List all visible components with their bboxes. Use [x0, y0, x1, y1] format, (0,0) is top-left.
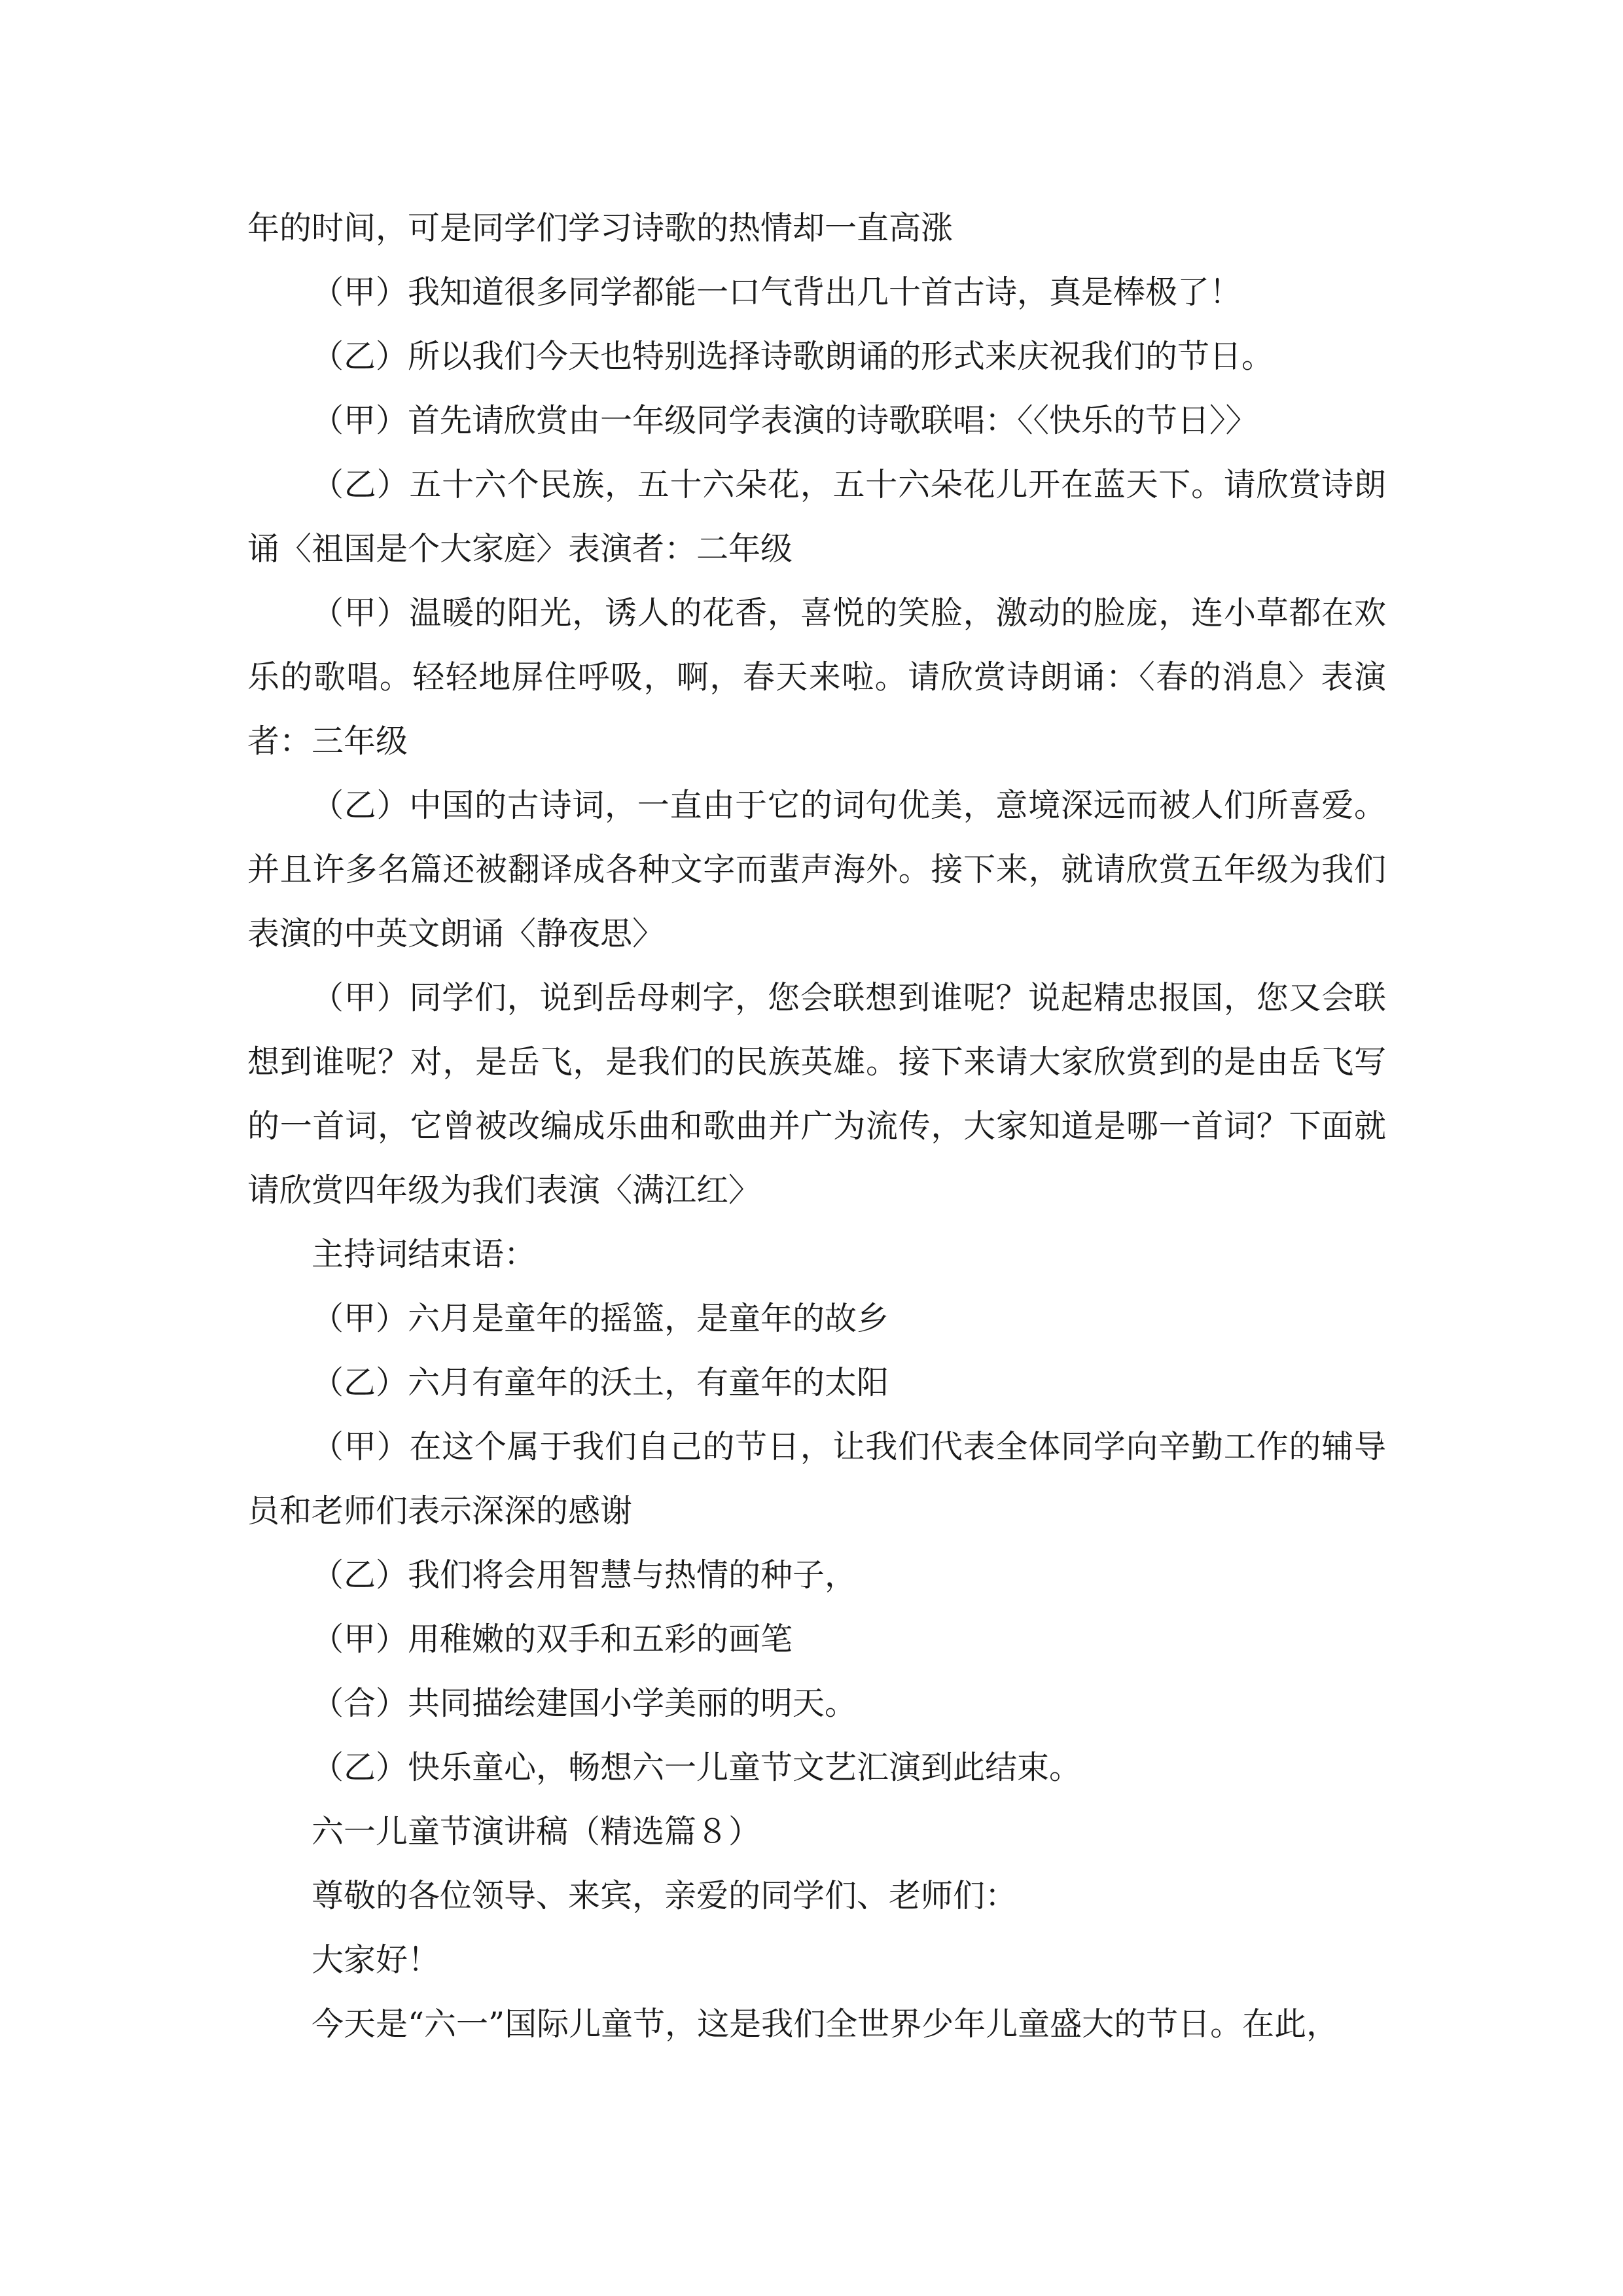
paragraph: （乙）六月有童年的沃土，有童年的太阳: [312, 1364, 889, 1401]
paragraph: （甲）温暖的阳光，诱人的花香，喜悦的笑脸，激动的脸庞，连小草都在欢乐的歌唱。轻轻地屏住呼吸，啊，春天来啦。请欣赏诗朗诵：〈春的消息〉表演者：三年级: [247, 594, 1386, 760]
section-heading: 主持词结束语：: [312, 1236, 537, 1273]
paragraph: （乙）快乐童心，畅想六一儿童节文艺汇演到此结束。: [312, 1749, 1082, 1786]
paragraph: （甲）六月是童年的摇篮，是童年的故乡: [312, 1300, 889, 1337]
paragraph: （甲）首先请欣赏由一年级同学表演的诗歌联唱：〈〈快乐的节日〉〉: [312, 402, 1258, 439]
paragraph: （甲）用稚嫩的双手和五彩的画笔: [312, 1621, 793, 1658]
paragraph: （乙）五十六个民族，五十六朵花，五十六朵花儿开在蓝天下。请欣赏诗朗诵〈祖国是个大家庭〉表演者：二年级: [247, 466, 1386, 567]
paragraph: （乙）我们将会用智慧与热情的种子，: [312, 1556, 857, 1594]
paragraph: 年的时间，可是同学们学习诗歌的热情却一直高涨: [247, 209, 954, 247]
paragraph: （甲）同学们，说到岳母刺字，您会联想到谁呢？说起精忠报国，您又会联想到谁呢？对，是岳飞，是我们的民族英雄。接下来请大家欣赏到的是由岳飞写的一首词，它曾被改编成乐曲和歌曲并广为流传，大家知道是哪一首词？下面就请欣赏四年级为我们表演〈满江红〉: [247, 979, 1386, 1209]
paragraph: （乙）中国的古诗词，一直由于它的词句优美，意境深远而被人们所喜爱。并且许多名篇还被翻译成各种文字而蜚声海外。接下来，就请欣赏五年级为我们表演的中英文朗诵〈静夜思〉: [247, 787, 1386, 952]
paragraph: （甲）在这个属于我们自己的节日，让我们代表全体同学向辛勤工作的辅导员和老师们表示深深的感谢: [247, 1428, 1386, 1530]
salutation: 尊敬的各位领导、来宾，亲爱的同学们、老师们：: [312, 1877, 1018, 1914]
greeting: 大家好！: [312, 1941, 440, 1979]
paragraph: （乙）所以我们今天也特别选择诗歌朗诵的形式来庆祝我们的节日。: [312, 338, 1274, 375]
paragraph: （合）共同描绘建国小学美丽的明天。: [312, 1685, 857, 1722]
document-body: [247, 196, 1386, 2056]
paragraph: 今天是“六一”国际儿童节，这是我们全世界少年儿童盛大的节日。在此，: [312, 2005, 1339, 2043]
section-title: 六一儿童节演讲稿（精选篇８）: [312, 1813, 761, 1850]
paragraph: （甲）我知道很多同学都能一口气背出几十首古诗，真是棒极了！: [312, 274, 1242, 311]
